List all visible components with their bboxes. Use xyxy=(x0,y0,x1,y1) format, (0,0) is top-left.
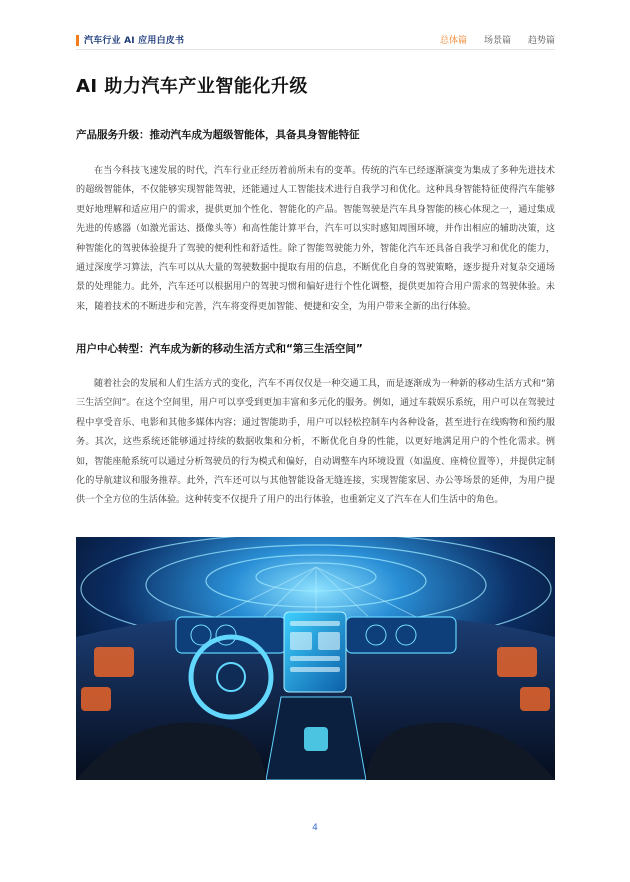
section-body-user-centric: 随着社会的发展和人们生活方式的变化，汽车不再仅仅是一种交通工具，而是逐渐成为一种新的移动生活方式和“第三生活空间”。在这个空间里，用户可以享受到更加丰富和多元化的服务。例如，通过车载娱乐系统，用户可以在驾驶过程中享受音乐、电影和其他多媒体内容；通过智能助手，用户可以轻松控制车内各种设备，甚至进行在线购物和预约服务。其次，这些系统还能够通过持续的数据收集和分析，不断优化自身的性能，以更好地满足用户的个性化需求。例如，智能座舱系统可以通过分析驾驶员的行为模式和偏好，自动调整车内环境设置（如温度、座椅位置等），并提供定制化的导航建议和服务推荐。此外，汽车还可以与其他智能设备无缝连接，实现智能家居、办公等场景的延伸，为用户提供一个全方位的生活体验。这种转变不仅提升了用户的出行体验，也重新定义了汽车在人们生活中的角色。 xyxy=(76,379,555,506)
page-title: AI 助力汽车产业智能化升级 xyxy=(76,76,308,97)
header-divider xyxy=(76,49,555,50)
section-nav xyxy=(440,33,555,46)
car-cockpit-image xyxy=(76,537,555,780)
document-title: 汽车行业 AI 应用白皮书 xyxy=(84,36,185,46)
section-title-product-service: 产品服务升级：推动汽车成为超级智能体，具备具身智能特征 xyxy=(76,129,360,141)
car-cockpit-illustration xyxy=(76,537,555,780)
page-header xyxy=(0,0,630,52)
tab-overview[interactable]: 总体篇 xyxy=(439,36,467,46)
tab-scenarios[interactable]: 场景篇 xyxy=(483,36,511,46)
section-body-product-service: 在当今科技飞速发展的时代，汽车行业正经历着前所未有的变革。传统的汽车已经逐渐演变为集成了多种先进技术的超级智能体，不仅能够实现智能驾驶，还能通过人工智能技术进行自我学习和优化。这种具身智能特征使得汽车能够更好地理解和适应用户的需求，提供更加个性化、智能化的产品。智能驾驶是汽车具身智能的核心体现之一，通过集成先进的传感器（如激光雷达、摄像头等）和高性能计算平台，汽车可以实时感知周围环境，并作出相应的辅助决策，这种智能化的驾驶体验提升了驾驶的便利性和舒适性。除了智能驾驶能力外，智能化汽车还具备自我学习和优化的能力，通过深度学习算法，汽车可以从大量的驾驶数据中提取有用的信息，不断优化自身的驾驶策略，逐步提升对复杂交通场景的处理能力。此外，汽车还可以根据用户的驾驶习惯和偏好进行个性化调整，提供更加符合用户需求的驾驶体验。未来，随着技术的不断进步和完善，汽车将变得更加智能、便捷和安全，为用户带来全新的出行体验。 xyxy=(76,166,555,312)
header-accent-bar xyxy=(76,35,79,46)
page-number: 4 xyxy=(312,823,318,833)
section-title-user-centric: 用户中心转型：汽车成为新的移动生活方式和“第三生活空间” xyxy=(76,343,363,355)
tab-trends[interactable]: 趋势篇 xyxy=(527,36,555,46)
